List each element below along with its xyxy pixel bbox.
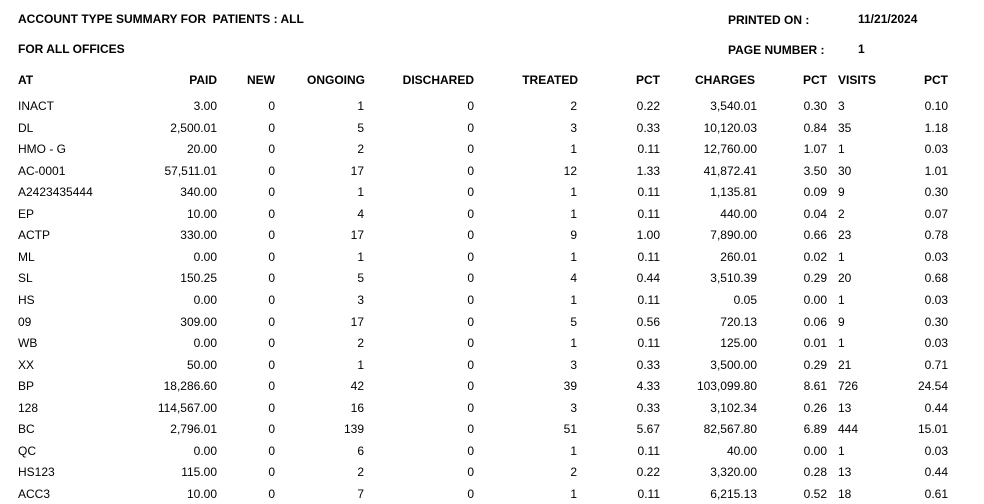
row-cell-discharged: 0 bbox=[467, 422, 474, 436]
row-cell-new: 0 bbox=[268, 487, 275, 501]
row-cell-new: 0 bbox=[268, 99, 275, 113]
row-cell-paid: 18,286.60 bbox=[163, 379, 217, 393]
row-account-type: BP bbox=[18, 379, 35, 393]
column-header-new: NEW bbox=[247, 73, 275, 87]
row-cell-charges: 260.01 bbox=[720, 250, 757, 264]
row-account-type: ACTP bbox=[18, 228, 51, 242]
row-cell-paid: 50.00 bbox=[186, 358, 217, 372]
row-account-type: QC bbox=[18, 444, 36, 458]
row-cell-charges: 10,120.03 bbox=[703, 121, 757, 135]
row-cell-new: 0 bbox=[268, 315, 275, 329]
row-cell-pct-visits: 0.44 bbox=[924, 401, 948, 415]
row-cell-treated: 3 bbox=[570, 121, 577, 135]
column-header-paid: PAID bbox=[189, 73, 217, 87]
column-header-pct-visits: PCT bbox=[924, 73, 948, 87]
row-cell-paid: 0.00 bbox=[193, 250, 217, 264]
row-cell-pct-charges: 0.09 bbox=[803, 185, 827, 199]
row-cell-pct-charges: 1.07 bbox=[803, 142, 827, 156]
row-cell-visits: 13 bbox=[838, 465, 852, 479]
row-cell-discharged: 0 bbox=[467, 315, 474, 329]
row-cell-ongoing: 5 bbox=[357, 121, 364, 135]
row-cell-visits: 444 bbox=[838, 422, 859, 436]
row-cell-ongoing: 2 bbox=[357, 142, 364, 156]
row-cell-treated: 4 bbox=[570, 271, 577, 285]
row-cell-ongoing: 7 bbox=[357, 487, 364, 501]
row-cell-pct-visits: 0.03 bbox=[924, 336, 948, 350]
row-account-type: ML bbox=[18, 250, 35, 264]
row-cell-paid: 150.25 bbox=[180, 271, 217, 285]
row-cell-paid: 10.00 bbox=[186, 207, 217, 221]
page-number-label: PAGE NUMBER : bbox=[728, 43, 825, 57]
row-cell-new: 0 bbox=[268, 121, 275, 135]
row-account-type: HMO - G bbox=[18, 142, 66, 156]
row-cell-visits: 1 bbox=[838, 142, 845, 156]
row-cell-pct-visits: 0.07 bbox=[924, 207, 948, 221]
row-cell-discharged: 0 bbox=[467, 121, 474, 135]
row-cell-ongoing: 1 bbox=[357, 185, 364, 199]
row-cell-charges: 3,510.39 bbox=[710, 271, 757, 285]
row-cell-ongoing: 6 bbox=[357, 444, 364, 458]
row-cell-charges: 12,760.00 bbox=[703, 142, 757, 156]
row-cell-ongoing: 17 bbox=[350, 228, 364, 242]
row-account-type: AC-0001 bbox=[18, 164, 66, 178]
row-cell-visits: 726 bbox=[838, 379, 859, 393]
row-cell-pct-visits: 1.18 bbox=[924, 121, 948, 135]
row-cell-pct-treated: 0.33 bbox=[636, 358, 660, 372]
row-cell-pct-visits: 0.03 bbox=[924, 250, 948, 264]
row-cell-charges: 0.05 bbox=[733, 293, 757, 307]
row-account-type: EP bbox=[18, 207, 35, 221]
row-account-type: A2423435444 bbox=[18, 185, 93, 199]
row-cell-charges: 3,500.00 bbox=[710, 358, 757, 372]
row-cell-charges: 6,215.13 bbox=[710, 487, 757, 501]
row-cell-discharged: 0 bbox=[467, 99, 474, 113]
row-cell-treated: 2 bbox=[570, 99, 577, 113]
row-cell-paid: 3.00 bbox=[193, 99, 217, 113]
row-cell-pct-treated: 0.11 bbox=[637, 293, 660, 307]
row-cell-treated: 1 bbox=[570, 207, 577, 221]
row-cell-pct-treated: 0.11 bbox=[637, 487, 660, 501]
row-cell-paid: 340.00 bbox=[180, 185, 217, 199]
row-cell-new: 0 bbox=[268, 185, 275, 199]
row-cell-charges: 125.00 bbox=[720, 336, 757, 350]
row-cell-visits: 1 bbox=[838, 293, 845, 307]
row-cell-pct-charges: 0.66 bbox=[803, 228, 827, 242]
row-cell-discharged: 0 bbox=[467, 401, 474, 415]
row-cell-treated: 1 bbox=[570, 336, 577, 350]
row-cell-charges: 7,890.00 bbox=[710, 228, 757, 242]
row-cell-discharged: 0 bbox=[467, 228, 474, 242]
row-cell-paid: 309.00 bbox=[180, 315, 217, 329]
row-cell-paid: 0.00 bbox=[193, 336, 217, 350]
row-cell-new: 0 bbox=[268, 444, 275, 458]
row-cell-pct-visits: 24.54 bbox=[917, 379, 948, 393]
row-cell-ongoing: 3 bbox=[357, 293, 364, 307]
row-cell-pct-visits: 0.30 bbox=[924, 185, 948, 199]
row-cell-ongoing: 1 bbox=[357, 250, 364, 264]
row-cell-pct-treated: 0.56 bbox=[636, 315, 660, 329]
row-cell-charges: 720.13 bbox=[720, 315, 757, 329]
row-account-type: DL bbox=[18, 121, 34, 135]
row-cell-treated: 3 bbox=[570, 358, 577, 372]
row-cell-paid: 115.00 bbox=[181, 465, 217, 479]
row-cell-discharged: 0 bbox=[467, 271, 474, 285]
row-cell-pct-treated: 1.00 bbox=[636, 228, 660, 242]
row-account-type: ACC3 bbox=[18, 487, 51, 501]
row-cell-pct-treated: 0.33 bbox=[636, 121, 660, 135]
row-cell-pct-visits: 0.61 bbox=[924, 487, 948, 501]
row-cell-treated: 12 bbox=[563, 164, 577, 178]
row-cell-pct-visits: 0.03 bbox=[924, 444, 948, 458]
row-cell-treated: 39 bbox=[563, 379, 577, 393]
row-cell-treated: 1 bbox=[570, 487, 577, 501]
row-cell-visits: 2 bbox=[838, 207, 845, 221]
row-cell-treated: 1 bbox=[570, 142, 577, 156]
row-cell-ongoing: 2 bbox=[357, 336, 364, 350]
column-header-discharged: DISCHARED bbox=[402, 73, 474, 87]
row-cell-pct-treated: 0.11 bbox=[637, 250, 660, 264]
row-cell-pct-charges: 0.30 bbox=[803, 99, 827, 113]
row-cell-pct-charges: 0.04 bbox=[803, 207, 827, 221]
row-cell-pct-visits: 0.10 bbox=[924, 99, 948, 113]
row-cell-visits: 1 bbox=[838, 444, 845, 458]
row-cell-visits: 20 bbox=[838, 271, 852, 285]
row-cell-pct-charges: 0.00 bbox=[803, 444, 827, 458]
row-cell-treated: 1 bbox=[570, 293, 577, 307]
row-cell-pct-charges: 0.02 bbox=[803, 250, 827, 264]
row-cell-pct-charges: 0.28 bbox=[803, 465, 827, 479]
row-cell-pct-visits: 0.03 bbox=[924, 293, 948, 307]
row-cell-charges: 3,102.34 bbox=[710, 401, 757, 415]
row-cell-pct-treated: 5.67 bbox=[636, 422, 660, 436]
row-cell-discharged: 0 bbox=[467, 336, 474, 350]
column-header-ongoing: ONGOING bbox=[306, 73, 365, 87]
row-cell-new: 0 bbox=[268, 379, 275, 393]
row-cell-ongoing: 139 bbox=[343, 422, 364, 436]
row-cell-discharged: 0 bbox=[467, 358, 474, 372]
row-cell-charges: 40.00 bbox=[726, 444, 757, 458]
row-cell-discharged: 0 bbox=[467, 164, 474, 178]
column-header-treated: TREATED bbox=[522, 73, 578, 87]
row-cell-paid: 10.00 bbox=[186, 487, 217, 501]
row-cell-discharged: 0 bbox=[467, 379, 474, 393]
row-cell-paid: 0.00 bbox=[193, 444, 217, 458]
row-cell-pct-visits: 15.01 bbox=[917, 422, 948, 436]
row-cell-paid: 0.00 bbox=[193, 293, 217, 307]
row-cell-pct-charges: 0.06 bbox=[803, 315, 827, 329]
row-cell-new: 0 bbox=[268, 401, 275, 415]
row-cell-treated: 2 bbox=[570, 465, 577, 479]
row-cell-discharged: 0 bbox=[467, 487, 474, 501]
report-subtitle: FOR ALL OFFICES bbox=[18, 42, 125, 56]
row-cell-new: 0 bbox=[268, 358, 275, 372]
row-cell-pct-visits: 0.78 bbox=[924, 228, 948, 242]
row-cell-treated: 1 bbox=[570, 185, 577, 199]
column-header-at: AT bbox=[18, 73, 34, 87]
printed-on-date: 11/21/2024 bbox=[858, 12, 918, 26]
row-cell-pct-visits: 0.03 bbox=[924, 142, 948, 156]
row-cell-charges: 3,540.01 bbox=[710, 99, 757, 113]
row-cell-ongoing: 1 bbox=[357, 99, 364, 113]
row-cell-pct-charges: 0.84 bbox=[803, 121, 827, 135]
row-account-type: HS123 bbox=[18, 465, 55, 479]
row-cell-new: 0 bbox=[268, 164, 275, 178]
row-cell-visits: 9 bbox=[838, 315, 845, 329]
row-cell-new: 0 bbox=[268, 422, 275, 436]
printed-on-label: PRINTED ON : bbox=[728, 13, 810, 27]
row-cell-visits: 18 bbox=[838, 487, 852, 501]
row-cell-pct-treated: 0.44 bbox=[636, 271, 660, 285]
row-cell-pct-charges: 6.89 bbox=[803, 422, 827, 436]
row-cell-pct-treated: 0.33 bbox=[636, 401, 660, 415]
row-account-type: HS bbox=[18, 293, 35, 307]
row-cell-paid: 20.00 bbox=[186, 142, 217, 156]
row-cell-treated: 1 bbox=[570, 444, 577, 458]
row-cell-visits: 21 bbox=[838, 358, 852, 372]
row-account-type: BC bbox=[18, 422, 35, 436]
row-cell-pct-charges: 8.61 bbox=[803, 379, 827, 393]
row-cell-paid: 2,500.01 bbox=[170, 121, 217, 135]
row-cell-discharged: 0 bbox=[467, 185, 474, 199]
column-header-visits: VISITS bbox=[838, 73, 877, 87]
page-number-value: 1 bbox=[858, 42, 865, 56]
row-cell-pct-treated: 4.33 bbox=[636, 379, 660, 393]
row-cell-new: 0 bbox=[268, 465, 275, 479]
row-account-type: INACT bbox=[18, 99, 54, 113]
row-cell-pct-charges: 3.50 bbox=[803, 164, 827, 178]
row-cell-pct-visits: 0.30 bbox=[924, 315, 948, 329]
row-cell-charges: 41,872.41 bbox=[703, 164, 757, 178]
row-cell-pct-visits: 0.68 bbox=[924, 271, 948, 285]
row-cell-pct-visits: 0.44 bbox=[924, 465, 948, 479]
row-cell-treated: 5 bbox=[570, 315, 577, 329]
row-cell-discharged: 0 bbox=[467, 142, 474, 156]
row-account-type: XX bbox=[18, 358, 35, 372]
row-cell-ongoing: 4 bbox=[357, 207, 364, 221]
row-cell-ongoing: 16 bbox=[350, 401, 364, 415]
row-cell-visits: 23 bbox=[838, 228, 852, 242]
row-cell-visits: 35 bbox=[838, 121, 852, 135]
row-cell-pct-treated: 0.11 bbox=[637, 207, 660, 221]
row-cell-pct-treated: 0.11 bbox=[637, 185, 660, 199]
row-cell-charges: 440.00 bbox=[720, 207, 757, 221]
row-account-type: WB bbox=[18, 336, 38, 350]
row-cell-pct-charges: 0.29 bbox=[803, 358, 827, 372]
row-cell-pct-charges: 0.00 bbox=[803, 293, 827, 307]
row-cell-pct-charges: 0.01 bbox=[803, 336, 827, 350]
row-cell-discharged: 0 bbox=[467, 250, 474, 264]
row-cell-ongoing: 17 bbox=[350, 315, 364, 329]
row-cell-discharged: 0 bbox=[467, 465, 474, 479]
row-cell-visits: 3 bbox=[838, 99, 845, 113]
row-cell-new: 0 bbox=[268, 142, 275, 156]
row-cell-ongoing: 17 bbox=[350, 164, 364, 178]
row-cell-paid: 330.00 bbox=[180, 228, 217, 242]
row-cell-pct-charges: 0.52 bbox=[803, 487, 827, 501]
column-header-pct-charges: PCT bbox=[803, 73, 827, 87]
row-cell-treated: 1 bbox=[570, 250, 577, 264]
row-account-type: 09 bbox=[18, 315, 32, 329]
row-cell-pct-visits: 1.01 bbox=[924, 164, 948, 178]
row-cell-charges: 1,135.81 bbox=[710, 185, 757, 199]
row-cell-ongoing: 42 bbox=[350, 379, 364, 393]
row-cell-treated: 3 bbox=[570, 401, 577, 415]
row-cell-charges: 103,099.80 bbox=[696, 379, 757, 393]
row-cell-paid: 57,511.01 bbox=[164, 164, 217, 178]
column-header-charges: CHARGES bbox=[694, 73, 755, 87]
row-cell-treated: 51 bbox=[563, 422, 577, 436]
row-cell-visits: 1 bbox=[838, 336, 845, 350]
row-cell-visits: 30 bbox=[838, 164, 852, 178]
row-cell-discharged: 0 bbox=[467, 207, 474, 221]
row-cell-treated: 9 bbox=[570, 228, 577, 242]
row-cell-ongoing: 1 bbox=[357, 358, 364, 372]
row-cell-new: 0 bbox=[268, 336, 275, 350]
report-title: ACCOUNT TYPE SUMMARY FOR PATIENTS : ALL bbox=[18, 12, 304, 26]
row-cell-ongoing: 5 bbox=[357, 271, 364, 285]
row-cell-ongoing: 2 bbox=[357, 465, 364, 479]
row-cell-paid: 2,796.01 bbox=[170, 422, 217, 436]
row-cell-visits: 13 bbox=[838, 401, 852, 415]
row-cell-pct-visits: 0.71 bbox=[924, 358, 948, 372]
row-cell-visits: 9 bbox=[838, 185, 845, 199]
row-cell-pct-treated: 0.11 bbox=[637, 142, 660, 156]
row-cell-pct-treated: 0.11 bbox=[637, 336, 660, 350]
row-account-type: 128 bbox=[18, 401, 39, 415]
row-cell-new: 0 bbox=[268, 228, 275, 242]
row-cell-new: 0 bbox=[268, 271, 275, 285]
row-cell-new: 0 bbox=[268, 207, 275, 221]
row-cell-paid: 114,567.00 bbox=[157, 401, 217, 415]
row-cell-new: 0 bbox=[268, 250, 275, 264]
row-cell-charges: 82,567.80 bbox=[703, 422, 757, 436]
row-cell-pct-treated: 0.22 bbox=[636, 99, 660, 113]
row-cell-new: 0 bbox=[268, 293, 275, 307]
row-cell-pct-treated: 0.11 bbox=[637, 444, 660, 458]
row-cell-charges: 3,320.00 bbox=[710, 465, 757, 479]
row-cell-pct-charges: 0.29 bbox=[803, 271, 827, 285]
row-cell-discharged: 0 bbox=[467, 293, 474, 307]
row-account-type: SL bbox=[18, 271, 33, 285]
row-cell-visits: 1 bbox=[838, 250, 845, 264]
row-cell-pct-treated: 0.22 bbox=[636, 465, 660, 479]
row-cell-pct-treated: 1.33 bbox=[636, 164, 660, 178]
column-header-pct-treated: PCT bbox=[636, 73, 660, 87]
row-cell-pct-charges: 0.26 bbox=[803, 401, 827, 415]
row-cell-discharged: 0 bbox=[467, 444, 474, 458]
